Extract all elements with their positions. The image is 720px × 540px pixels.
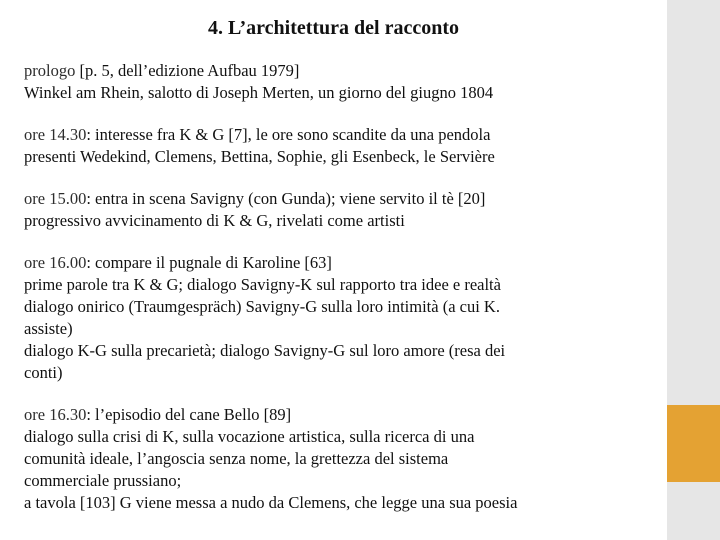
section-heading-text: : l’episodio del cane Bello [89]: [86, 405, 292, 424]
section-line: Winkel am Rhein, salotto di Joseph Merten, un giorno del giugno 1804: [24, 83, 494, 102]
section-line: dialogo sulla crisi di K, sulla vocazione artistica, sulla ricerca di una: [24, 427, 475, 446]
section-heading: [24, 60, 656, 82]
section-ore-1630: [24, 404, 656, 514]
section-heading: [24, 188, 656, 210]
section-ore-1430: [24, 124, 656, 168]
sidebar-decoration: [667, 0, 720, 540]
section-label: ore 16.30: [24, 405, 87, 424]
section-heading: [24, 252, 656, 274]
section-label: prologo: [24, 61, 76, 80]
section-heading-text: : entra in scena Savigny (con Gunda); viene servito il tè [20]: [86, 189, 486, 208]
section-line: progressivo avvicinamento di K & G, rivelati come artisti: [24, 211, 405, 230]
slide-title: 4. L’architettura del racconto: [207, 17, 460, 39]
accent-block: [667, 405, 720, 482]
section-ore-1600: [24, 252, 656, 384]
section-label: ore 14.30: [24, 125, 87, 144]
section-line: comunità ideale, l’angoscia senza nome, la grettezza del sistema: [24, 449, 449, 468]
section-line: prime parole tra K & G; dialogo Savigny-K sul rapporto tra idee e realtà: [24, 275, 501, 294]
section-label: ore 15.00: [24, 189, 87, 208]
section-heading-text: [p. 5, dell’edizione Aufbau 1979]: [75, 61, 300, 80]
section-prologo: [24, 60, 656, 104]
section-label: ore 16.00: [24, 253, 87, 272]
section-line: conti): [24, 363, 63, 382]
section-heading-text: : interesse fra K & G [7], le ore sono scandite da una pendola: [86, 125, 491, 144]
section-line: a tavola [103] G viene messa a nudo da Clemens, che legge una sua poesia: [24, 493, 518, 512]
section-line: dialogo onirico (Traumgespräch) Savigny-G sulla loro intimità (a cui K.: [24, 297, 500, 316]
section-heading-text: : compare il pugnale di Karoline [63]: [86, 253, 332, 272]
section-line: commerciale prussiano;: [24, 471, 182, 490]
section-line: assiste): [24, 319, 73, 338]
section-heading: [24, 404, 656, 426]
section-heading: [24, 124, 656, 146]
section-line: dialogo K-G sulla precarietà; dialogo Savigny-G sul loro amore (resa dei: [24, 341, 506, 360]
section-ore-1500: [24, 188, 656, 232]
section-line: presenti Wedekind, Clemens, Bettina, Sophie, gli Esenbeck, le Servière: [24, 147, 495, 166]
slide-content: [24, 60, 656, 534]
